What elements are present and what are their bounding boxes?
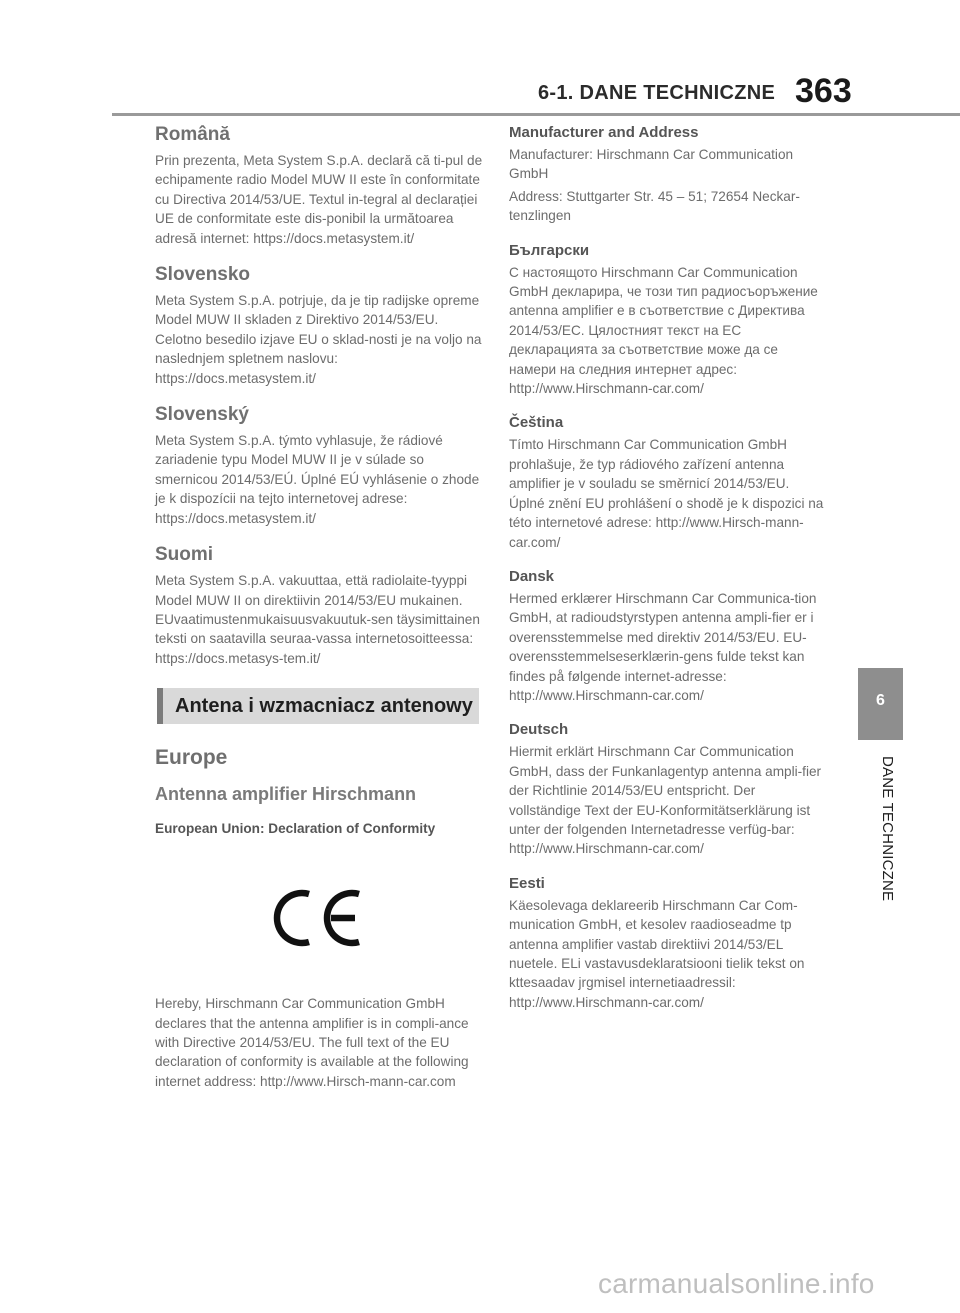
section-slovensko	[155, 264, 485, 388]
section-slovensky	[155, 404, 485, 528]
section-text: Meta System S.p.A. potrjuje, da je tip radijske opreme Model MUW II skladen z Direktivo 2014/53/EU. Celotno besedilo izjave EU o sklad-nosti je na voljo na naslednjem spletnem naslovu: https://docs.metasystem.it/	[155, 293, 482, 386]
chapter-number: 6	[876, 692, 885, 709]
page-number: 363	[795, 72, 852, 110]
section-deutsch	[509, 721, 827, 858]
section-eesti	[509, 875, 827, 1012]
watermark-text: carmanualsonline.info	[598, 1268, 875, 1299]
section-text: Hermed erklærer Hirschmann Car Communica-tion GmbH, at radioudstyrstypen antenna ampli-fier er i overensstemmelse med direktiv 2014/53/EU. EU-overensstemmelseserklærin-gens fulde tekst kan findes på følgende internet-adresse: http://www.Hirschmann-car.com/	[509, 590, 817, 703]
right-column	[509, 124, 827, 1028]
chapter-side-label-text: DANE TECHNICZNE	[879, 756, 896, 902]
chapter-side-label	[866, 756, 896, 932]
section-heading: Slovenský	[155, 404, 249, 426]
section-cestina	[509, 414, 827, 551]
section-text: Hiermit erklärt Hirschmann Car Communication GmbH, dass der Funkanlagentyp antenna ampli-fier der Richtlinie 2014/53/EU entspricht. Der vollständige Text der EU-Konformitätserklärung ist unter der folgenden Internetadresse verfüg-bar: http://www.Hirschmann-car.com/	[509, 744, 822, 857]
section-manufacturer	[509, 124, 827, 226]
declaration-paragraph: Hereby, Hirschmann Car Communication GmbH declares that the antenna amplifier is in compli-ance with Directive 2014/53/EU. The full text of the EU declaration of conformity is available at the following internet address: http://www.Hirsch-mann-car.com	[155, 996, 469, 1089]
section-dansk	[509, 568, 827, 705]
section-title: 6-1. DANE TECHNICZNE	[538, 82, 776, 104]
section-heading: Suomi	[155, 544, 214, 566]
section-heading: Български	[509, 241, 590, 259]
eu-declaration-heading: European Union: Declaration of Conformity	[155, 821, 436, 837]
chapter-heading: Antena i wzmacniacz antenowy	[175, 695, 473, 718]
section-heading: Čeština	[509, 414, 564, 432]
section-heading: Dansk	[509, 567, 555, 585]
section-text: Meta System S.p.A. týmto vyhlasuje, že rádiové zariadenie typu Model MUW II je v súlade so smernicou 2014/53/EÚ. Úplné EÚ vyhlásenie o zhode je k dispozícii na tejto internetovej adrese: https://docs.metasystem.it/	[155, 433, 480, 526]
section-heading: Deutsch	[509, 721, 569, 739]
address-text: Address: Stuttgarter Str. 45 – 51; 72654 Neckar-tenzlingen	[509, 188, 800, 224]
europe-heading: Europe	[155, 746, 228, 770]
section-text: С настоящото Hirschmann Car Communication GmbH декларира, че този тип радиосъоръжение antenna amplifier е в съответствие с Директива 2014/53/ЕС. Цялостният текст на ЕС декларацията за съответствие може да се намери на следния интернет адрес: http://www.Hirschmann-car.com/	[509, 264, 818, 397]
chapter-heading-box	[157, 688, 479, 724]
section-heading: Eesti	[509, 874, 545, 892]
header-divider	[112, 113, 960, 116]
section-heading: Română	[155, 124, 230, 145]
ce-mark-icon	[265, 886, 365, 950]
section-heading: Manufacturer and Address	[509, 124, 699, 141]
amplifier-heading: Antenna amplifier Hirschmann	[155, 784, 417, 805]
chapter-tab	[858, 668, 903, 740]
manufacturer-text: Manufacturer: Hirschmann Car Communication GmbH	[509, 147, 794, 182]
section-text: Käesolevaga deklareerib Hirschmann Car Com-munication GmbH, et kesolev raadioseadme tp antenna amplifier vastab direktiivi 2014/53/EL nuetele. ELi vastavusdeklaratsiooni tielik tekst on kttesaadav jrgmisel internetiaadressil: http://www.Hirschmann-car.com/	[509, 897, 805, 1010]
section-heading: Slovensko	[155, 264, 251, 286]
section-text: Tímto Hirschmann Car Communication GmbH prohlašuje, že typ rádiového zařízení antenna amplifier je v souladu se směrnicí 2014/53/EU. Úplné znění EU prohlášení o shodě je k dispozici na této internetové adrese: http://www.Hirsch-mann-car.com/	[509, 437, 824, 550]
section-suomi	[155, 544, 485, 668]
section-text: Prin prezenta, Meta System S.p.A. declară că ti-pul de echipamente radio Model MUW II este în conformitate cu Directiva 2014/53/UE. Textul in-tegral al declarației UE de conformitate este dis-ponibil la următoarea adresă internet: https://docs.metasystem.it/	[155, 153, 483, 246]
section-romana	[155, 124, 485, 248]
left-column	[155, 124, 485, 1105]
section-text: Meta System S.p.A. vakuuttaa, että radiolaite-tyyppi Model MUW II on direktiivin 2014/53/EU mukainen. EUvaatimustenmukaisuusvakuutuk-sen täysimittainen teksti on saatavilla seuraa-vassa internetosoitteessa: https://docs.metasys-tem.it/	[155, 573, 480, 666]
section-bulgarian	[509, 242, 827, 399]
